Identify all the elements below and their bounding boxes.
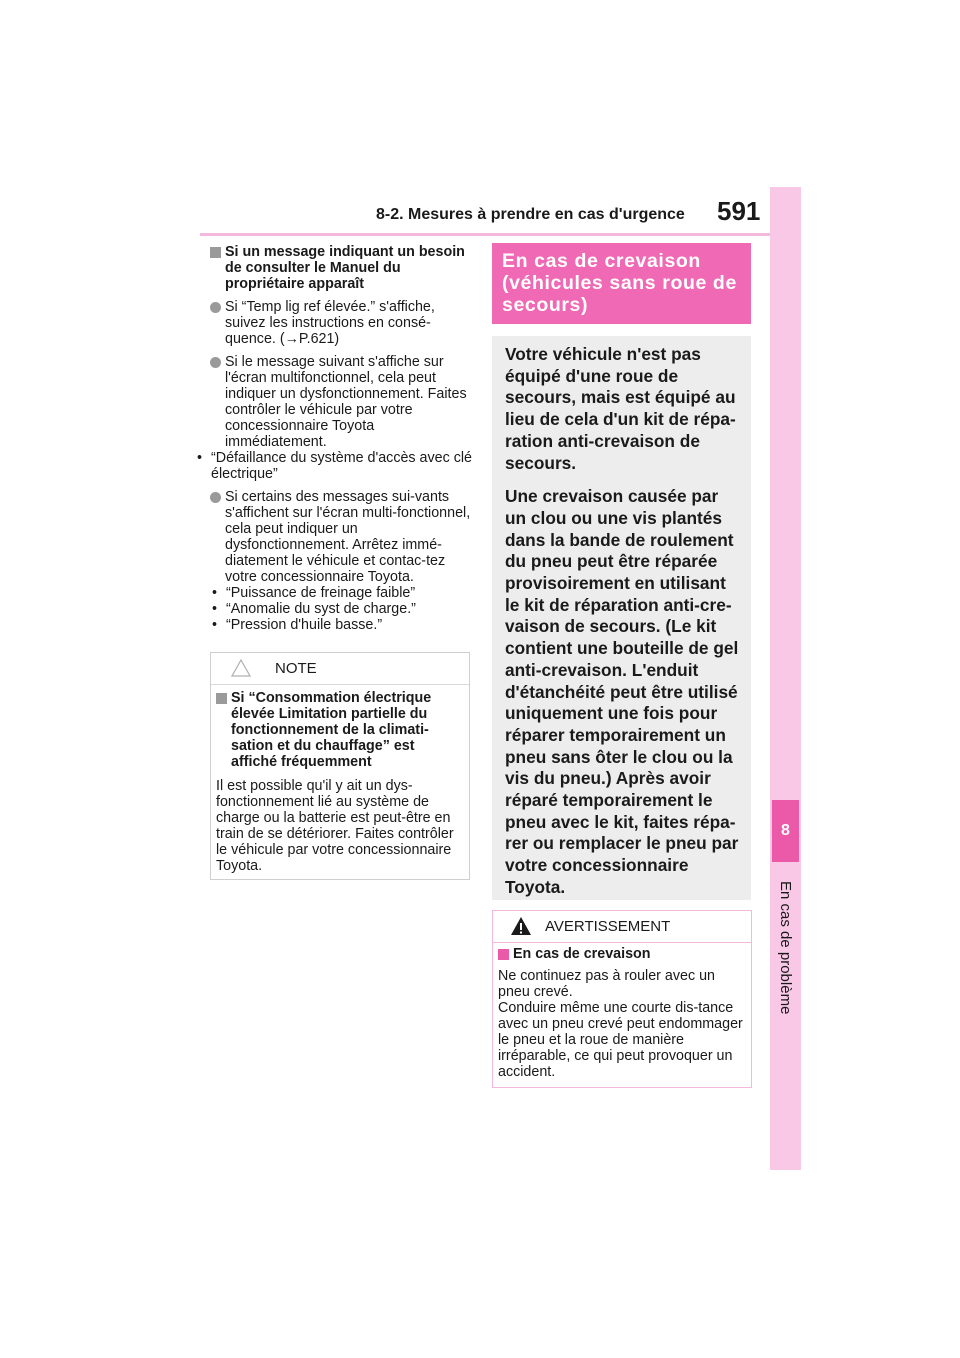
note-heading-text: Si “Consommation électrique élevée Limitation partielle du fonctionnement de la climati-sation et du chauffage” est affiché fréquemment — [231, 690, 432, 770]
warning-body — [493, 943, 751, 1080]
list-item: • “Anomalie du syst de charge.” — [210, 601, 472, 617]
list-item: • “Puissance de freinage faible” — [210, 585, 472, 601]
section-title: 8-2. Mesures à prendre en cas d'urgence — [376, 206, 685, 223]
warning-heading — [498, 946, 743, 962]
note-heading — [216, 690, 461, 770]
warning-box — [492, 910, 752, 1088]
section-heading: En cas de crevaison (véhicules sans roue de secours) — [492, 243, 751, 324]
warning-label: AVERTISSEMENT — [545, 918, 671, 935]
square-bullet-icon — [210, 247, 221, 258]
bullet-paragraph — [210, 354, 472, 450]
bullet-paragraph — [210, 489, 472, 585]
note-label: NOTE — [275, 660, 317, 677]
circle-bullet-icon — [210, 357, 221, 368]
caution-triangle-icon — [231, 659, 251, 677]
bullet-text: Si le message suivant s'affiche sur l'écran multifonctionnel, cela peut indiquer un dysfonctionnement. Faites contrôler le véhicule par votre concessionnaire Toyota immédiatement. — [225, 354, 467, 450]
intro-box — [492, 336, 751, 900]
header-divider — [200, 233, 770, 236]
bullet-text: Si certains des messages sui-vants s'affichent sur l'écran multi-fonctionnel, cela peut indiquer un dysfonctionnement. Arrêtez immé-diatement le véhicule et contac-tez votre concessionnaire Toyota. — [225, 489, 471, 585]
note-box — [210, 652, 470, 880]
warning-text: Conduire même une courte dis-tance avec un pneu crevé peut endommager le pneu et la roue de manière irréparable, ce qui peut provoquer un accident. — [498, 1000, 743, 1080]
list-item: • “Pression d'huile basse.” — [210, 617, 472, 633]
note-text: Il est possible qu'il y ait un dys-fonctionnement lié au système de charge ou la batterie est peut-être en train de se détériorer. Faites contrôler le véhicule par votre concessionnaire Toyota. — [216, 778, 454, 874]
bullet-text: Si “Temp lig ref élevée.” s'affiche, suivez les instructions en consé-quence. (→P.621) — [225, 299, 435, 347]
warning-triangle-icon — [510, 916, 532, 936]
chapter-number: 8 — [772, 800, 799, 862]
intro-paragraph: Une crevaison causée par un clou ou une vis plantés dans la bande de roulement du pneu peut être réparée provisoirement en utilisant le kit de réparation anti-cre-vaison de secours. (Le kit contient une bouteille de gel anti-crevaison. L'enduit d'étanchéité peut être utilisé uniquement une fois pour réparer temporairement un pneu sans ôter le clou ou la vis du pneu.) Après avoir réparé temporairement le pneu avec le kit, faites répa-rer ou remplacer le pneu par votre concessionnaire Toyota. — [505, 486, 739, 897]
bullet-paragraph — [210, 299, 472, 347]
note-body — [211, 685, 469, 874]
square-bullet-icon — [498, 949, 509, 960]
page-number: 591 — [717, 196, 761, 226]
warning-text: Ne continuez pas à rouler avec un pneu crevé. — [498, 968, 715, 1000]
left-column — [210, 244, 472, 633]
circle-bullet-icon — [210, 302, 221, 313]
note-header — [211, 653, 469, 685]
circle-bullet-icon — [210, 492, 221, 503]
warning-heading-text: En cas de crevaison — [513, 946, 651, 962]
message-heading — [210, 244, 472, 292]
warning-header — [493, 911, 751, 943]
square-bullet-icon — [216, 693, 227, 704]
message-heading-text: Si un message indiquant un besoin de consulter le Manuel du propriétaire apparaît — [225, 244, 465, 292]
list-item: • “Défaillance du système d'accès avec clé électrique” — [195, 450, 472, 482]
chapter-title: En cas de problème — [777, 881, 794, 1015]
intro-paragraph: Votre véhicule n'est pas équipé d'une roue de secours, mais est équipé au lieu de cela d'un kit de répa-ration anti-crevaison de secours. — [505, 344, 736, 473]
